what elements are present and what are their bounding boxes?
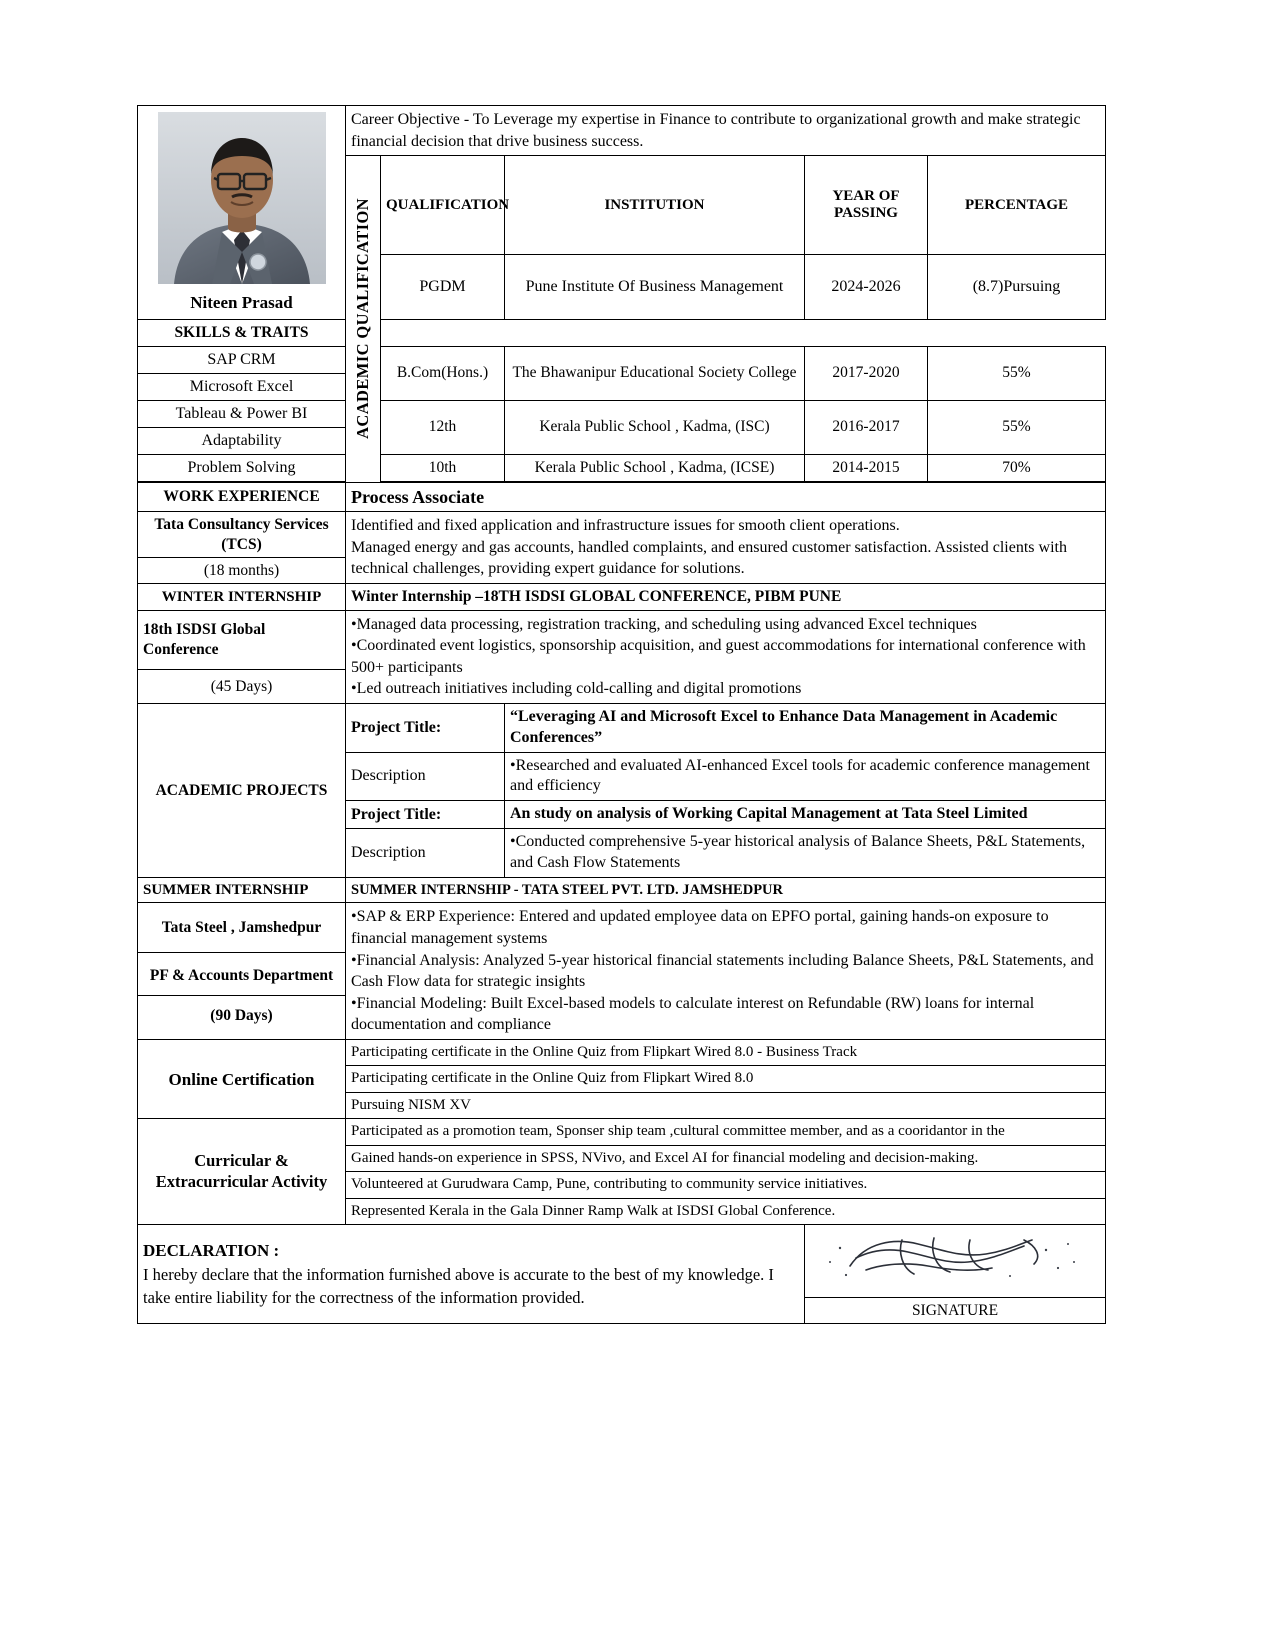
resume-table — [137, 105, 1106, 1324]
portrait-photo — [158, 112, 326, 284]
work-experience-label: WORK EXPERIENCE — [138, 482, 346, 512]
summer-bullet: •Financial Analysis: Analyzed 5-year historical financial statements including Balance Sheets, P&L Statements, and Cash Flow data for strategic insights — [351, 951, 1094, 991]
edu-qualification: 10th — [381, 454, 505, 481]
winter-bullet: •Led outreach initiatives including cold-calling and digital promotions — [351, 680, 802, 698]
winter-bullet: •Coordinated event logistics, sponsorship acquisition, and guest accommodations for international conference with 500+ participants — [351, 637, 1086, 676]
winter-internship-org-row — [138, 610, 1106, 669]
career-objective: Career Objective - To Leverage my expertise in Finance to contribute to organizational growth and make strategic financial decision that drive business success. — [346, 106, 1106, 156]
activity-item: Volunteered at Gurudwara Camp, Pune, contributing to community service initiatives. — [346, 1172, 1106, 1199]
winter-internship-label: WINTER INTERNSHIP — [138, 584, 346, 610]
work-experience-duration: (18 months) — [138, 557, 346, 583]
certification-item: Participating certificate in the Online Quiz from Flipkart Wired 8.0 — [346, 1066, 1106, 1093]
edu-qualification: 12th — [381, 400, 505, 454]
declaration-title: DECLARATION : — [143, 1241, 280, 1261]
col-header-qualification: QUALIFICATION — [381, 156, 505, 255]
academic-qualification-text: ACADEMIC QUALIFICATION — [352, 198, 372, 440]
signature-label: SIGNATURE — [805, 1297, 1106, 1323]
project-description-label: Description — [346, 828, 505, 877]
objective-row — [138, 106, 1106, 156]
project-title: “Leveraging AI and Microsoft Excel to Enhance Data Management in Academic Conferences” — [505, 704, 1106, 753]
winter-internship-title: Winter Internship –18TH ISDSI GLOBAL CONFERENCE, PIBM PUNE — [346, 584, 1106, 610]
candidate-name: Niteen Prasad — [190, 293, 293, 312]
edu-qualification: B.Com(Hons.) — [381, 346, 505, 400]
project-description: •Researched and evaluated AI-enhanced Excel tools for academic conference management and efficiency — [505, 752, 1106, 801]
summer-internship-heading-row — [138, 877, 1106, 903]
edu-percentage: 55% — [928, 346, 1106, 400]
work-experience-description — [346, 512, 1106, 584]
edu-percentage: 55% — [928, 400, 1106, 454]
activity-item: Gained hands-on experience in SPSS, NVivo, and Excel AI for financial modeling and decision-making. — [346, 1145, 1106, 1172]
skills-heading: SKILLS & TRAITS — [138, 320, 346, 346]
activities-label: Curricular & Extracurricular Activity — [138, 1119, 346, 1225]
project-description-label: Description — [346, 752, 505, 801]
resume-document — [137, 105, 1105, 1324]
certification-item: Pursuing NISM XV — [346, 1092, 1106, 1119]
summer-internship-description — [346, 903, 1106, 1040]
certification-item: Participating certificate in the Online Quiz from Flipkart Wired 8.0 - Business Track — [346, 1039, 1106, 1066]
activity-item: Participated as a promotion team, Sponser ship team ,cultural committee member, and as a cooridantor in the — [346, 1119, 1106, 1146]
skill-item-problem-solving: Problem Solving — [138, 454, 346, 481]
edu-year: 2024-2026 — [805, 255, 928, 320]
col-header-institution: INSTITUTION — [505, 156, 805, 255]
academic-qualification-vertical-label — [346, 156, 381, 482]
summer-internship-company: Tata Steel , Jamshedpur — [138, 903, 346, 952]
skill-row — [138, 400, 1106, 427]
summer-internship-duration: (90 Days) — [138, 996, 346, 1040]
edu-institution: Pune Institute Of Business Management — [505, 255, 805, 320]
work-experience-heading-row — [138, 482, 1106, 512]
activity-item: Represented Kerala in the Gala Dinner Ramp Walk at ISDSI Global Conference. — [346, 1198, 1106, 1225]
winter-internship-duration: (45 Days) — [138, 669, 346, 703]
work-bullet: Identified and fixed application and infrastructure issues for smooth client operations. — [351, 517, 900, 535]
col-header-percentage: PERCENTAGE — [928, 156, 1106, 255]
skill-row — [138, 346, 1106, 373]
edu-year: 2017-2020 — [805, 346, 928, 400]
edu-percentage: 70% — [928, 454, 1106, 481]
work-experience-company-row — [138, 512, 1106, 558]
col-header-year: YEAR OF PASSING — [805, 156, 928, 255]
winter-internship-description — [346, 610, 1106, 703]
edu-institution: Kerala Public School , Kadma, (ISC) — [505, 400, 805, 454]
declaration-row — [138, 1225, 1106, 1297]
summer-internship-department: PF & Accounts Department — [138, 952, 346, 996]
skills-heading-row — [138, 320, 1106, 346]
skill-item-tableau-powerbi: Tableau & Power BI — [138, 400, 346, 427]
winter-internship-org: 18th ISDSI Global Conference — [138, 610, 346, 669]
project-title-label: Project Title: — [346, 801, 505, 829]
certification-label: Online Certification — [138, 1039, 346, 1119]
declaration-text: I hereby declare that the information furnished above is accurate to the best of my knowledge. I take entire liability for the correctness of the information provided. — [143, 1265, 774, 1308]
project-title-label: Project Title: — [346, 704, 505, 753]
skill-item-adaptability: Adaptability — [138, 427, 346, 454]
edu-percentage: (8.7)Pursuing — [928, 255, 1106, 320]
summer-internship-label: SUMMER INTERNSHIP — [138, 877, 346, 903]
summer-bullet: •SAP & ERP Experience: Entered and updated employee data on EPFO portal, gaining hands-on exposure to financial management systems — [351, 908, 1049, 947]
activity-row-1 — [138, 1119, 1106, 1146]
edu-year: 2016-2017 — [805, 400, 928, 454]
edu-year: 2014-2015 — [805, 454, 928, 481]
work-bullet: Managed energy and gas accounts, handled complaints, and ensured customer satisfaction. Assisted clients with technical challenges, providing expert guidance for solutions. — [351, 538, 1067, 578]
academic-projects-label: ACADEMIC PROJECTS — [138, 704, 346, 878]
work-experience-role: Process Associate — [346, 482, 1106, 512]
winter-internship-heading-row — [138, 584, 1106, 610]
academic-projects-row-1 — [138, 704, 1106, 753]
edu-qualification: PGDM — [381, 255, 505, 320]
declaration-block — [138, 1225, 805, 1324]
project-description: •Conducted comprehensive 5-year historical analysis of Balance Sheets, P&L Statements, and Cash Flow Statements — [505, 828, 1106, 877]
edu-institution: The Bhawanipur Educational Society College — [505, 346, 805, 400]
winter-bullet: •Managed data processing, registration tracking, and scheduling using advanced Excel techniques — [351, 615, 977, 633]
summer-bullet: •Financial Modeling: Built Excel-based models to calculate interest on Refundable (RW) loans for internal documentation and compliance — [351, 994, 1035, 1034]
project-title: An study on analysis of Working Capital Management at Tata Steel Limited — [505, 801, 1106, 829]
signature-image — [805, 1225, 1106, 1297]
edu-institution: Kerala Public School , Kadma, (ICSE) — [505, 454, 805, 481]
summer-internship-company-row — [138, 903, 1106, 952]
skill-row — [138, 454, 1106, 481]
photo-cell — [138, 106, 346, 320]
skill-item-sap-crm: SAP CRM — [138, 346, 346, 373]
work-experience-company: Tata Consultancy Services (TCS) — [138, 512, 346, 558]
summer-internship-title: SUMMER INTERNSHIP - TATA STEEL PVT. LTD. JAMSHEDPUR — [346, 877, 1106, 903]
skill-item-microsoft-excel: Microsoft Excel — [138, 373, 346, 400]
certification-row-1 — [138, 1039, 1106, 1066]
